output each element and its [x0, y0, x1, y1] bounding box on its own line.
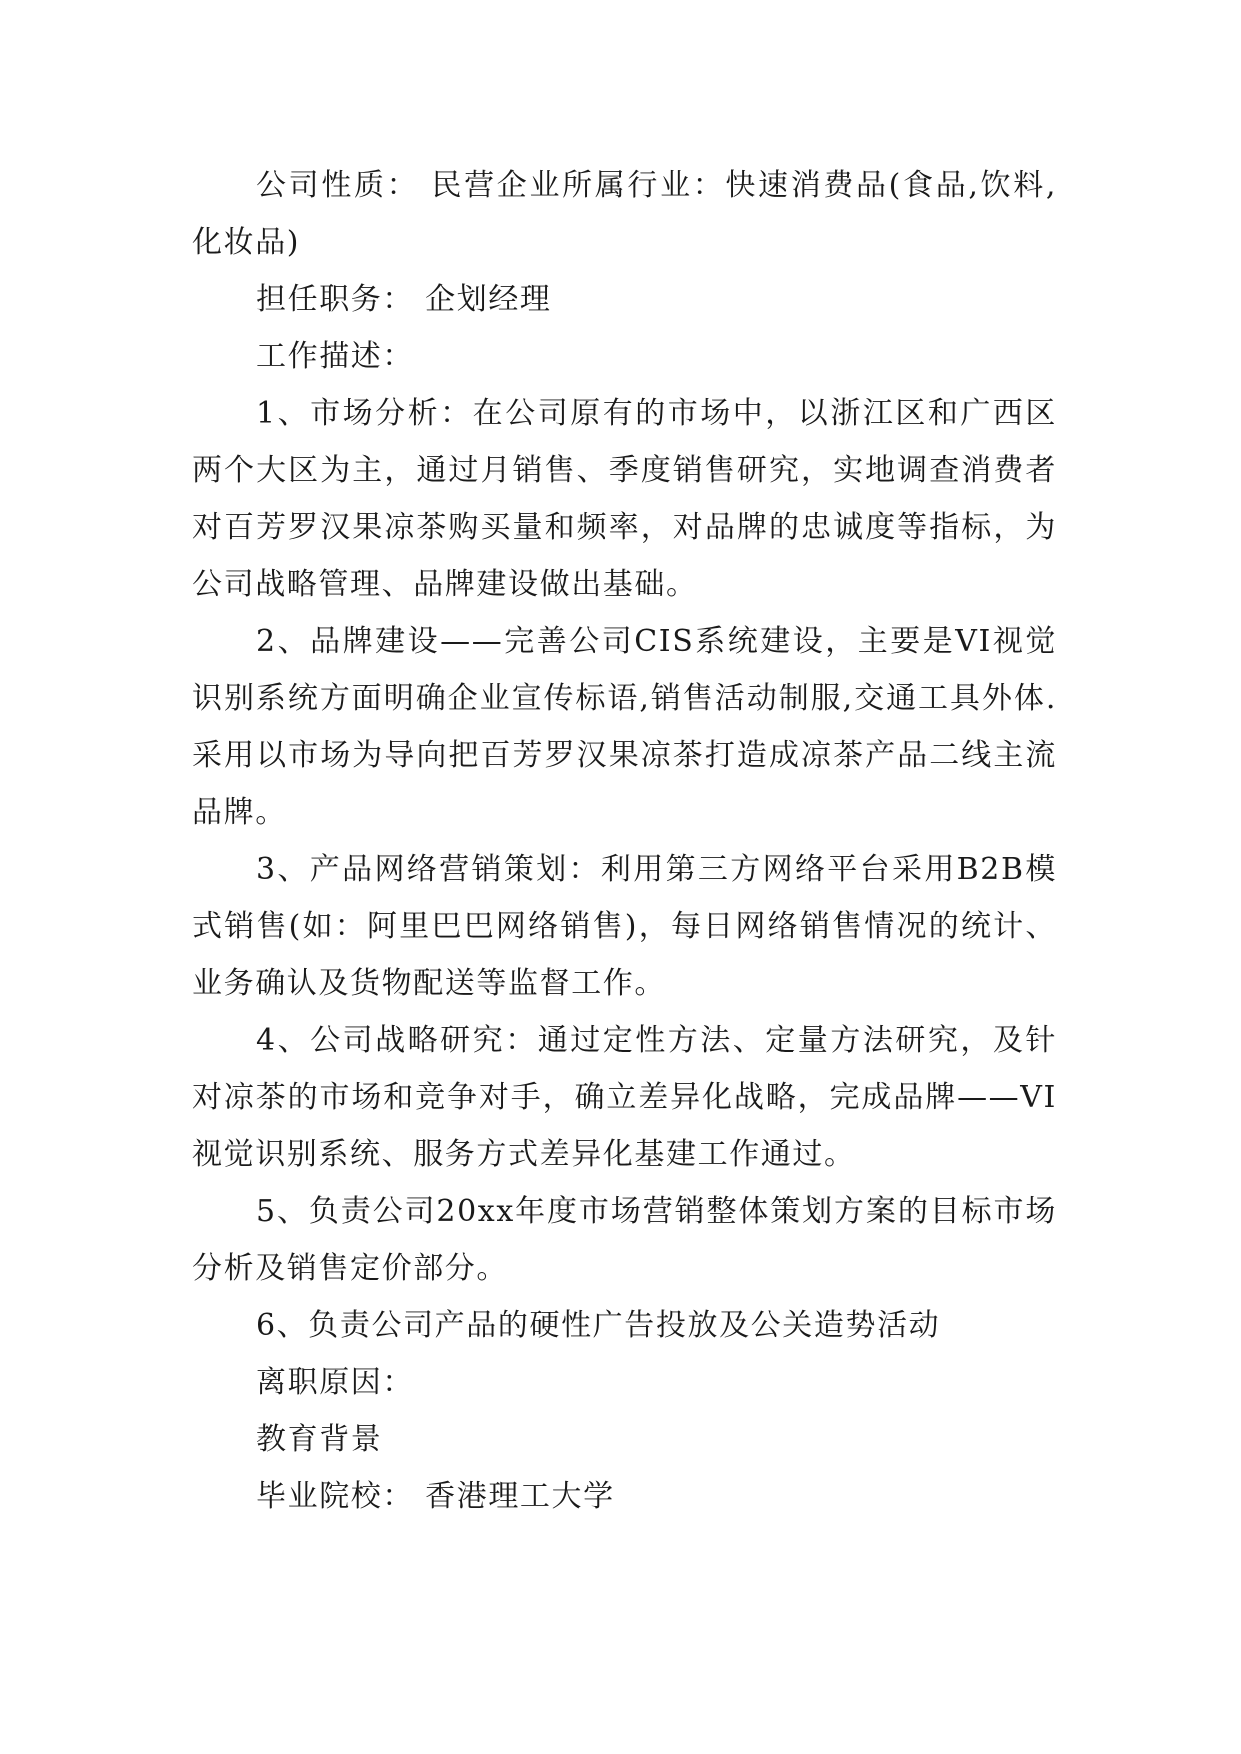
paragraph-online-marketing: 3、产品网络营销策划：利用第三方网络平台采用B2B模式销售(如：阿里巴巴网络销售)，每日网络销售情况的统计、业务确认及货物配送等监督工作。 [192, 852, 1057, 1001]
paragraph-annual-plan: 5、负责公司20xx年度市场营销整体策划方案的目标市场分析及销售定价部分。 [192, 1194, 1057, 1286]
paragraph-education-heading: 教育背景 [256, 1422, 383, 1457]
paragraph-market-analysis: 1、市场分析：在公司原有的市场中，以浙江区和广西区两个大区为主，通过月销售、季度销售研究，实地调查消费者对百芳罗汉果凉茶购买量和频率，对品牌的忠诚度等指标，为公司战略管理、品牌建设做出基础。 [192, 396, 1057, 602]
paragraph-advertising: 6、负责公司产品的硬性广告投放及公关造势活动 [256, 1308, 941, 1343]
document-body [192, 157, 1057, 1525]
paragraph-leaving-reason: 离职原因： [256, 1365, 414, 1400]
paragraph-job-description-heading: 工作描述： [256, 339, 414, 374]
paragraph-strategy-research: 4、公司战略研究：通过定性方法、定量方法研究，及针对凉茶的市场和竞争对手，确立差异化战略，完成品牌——VI视觉识别系统、服务方式差异化基建工作通过。 [192, 1023, 1057, 1172]
paragraph-brand-building: 2、品牌建设——完善公司CIS系统建设，主要是VI视觉识别系统方面明确企业宣传标语,销售活动制服,交通工具外体.采用以市场为导向把百芳罗汉果凉茶打造成凉茶产品二线主流品牌。 [192, 624, 1057, 830]
paragraph-position: 担任职务： 企划经理 [256, 282, 552, 317]
paragraph-school: 毕业院校： 香港理工大学 [256, 1479, 615, 1514]
paragraph-company-nature: 公司性质： 民营企业所属行业：快速消费品(食品,饮料,化妆品) [192, 168, 1057, 260]
